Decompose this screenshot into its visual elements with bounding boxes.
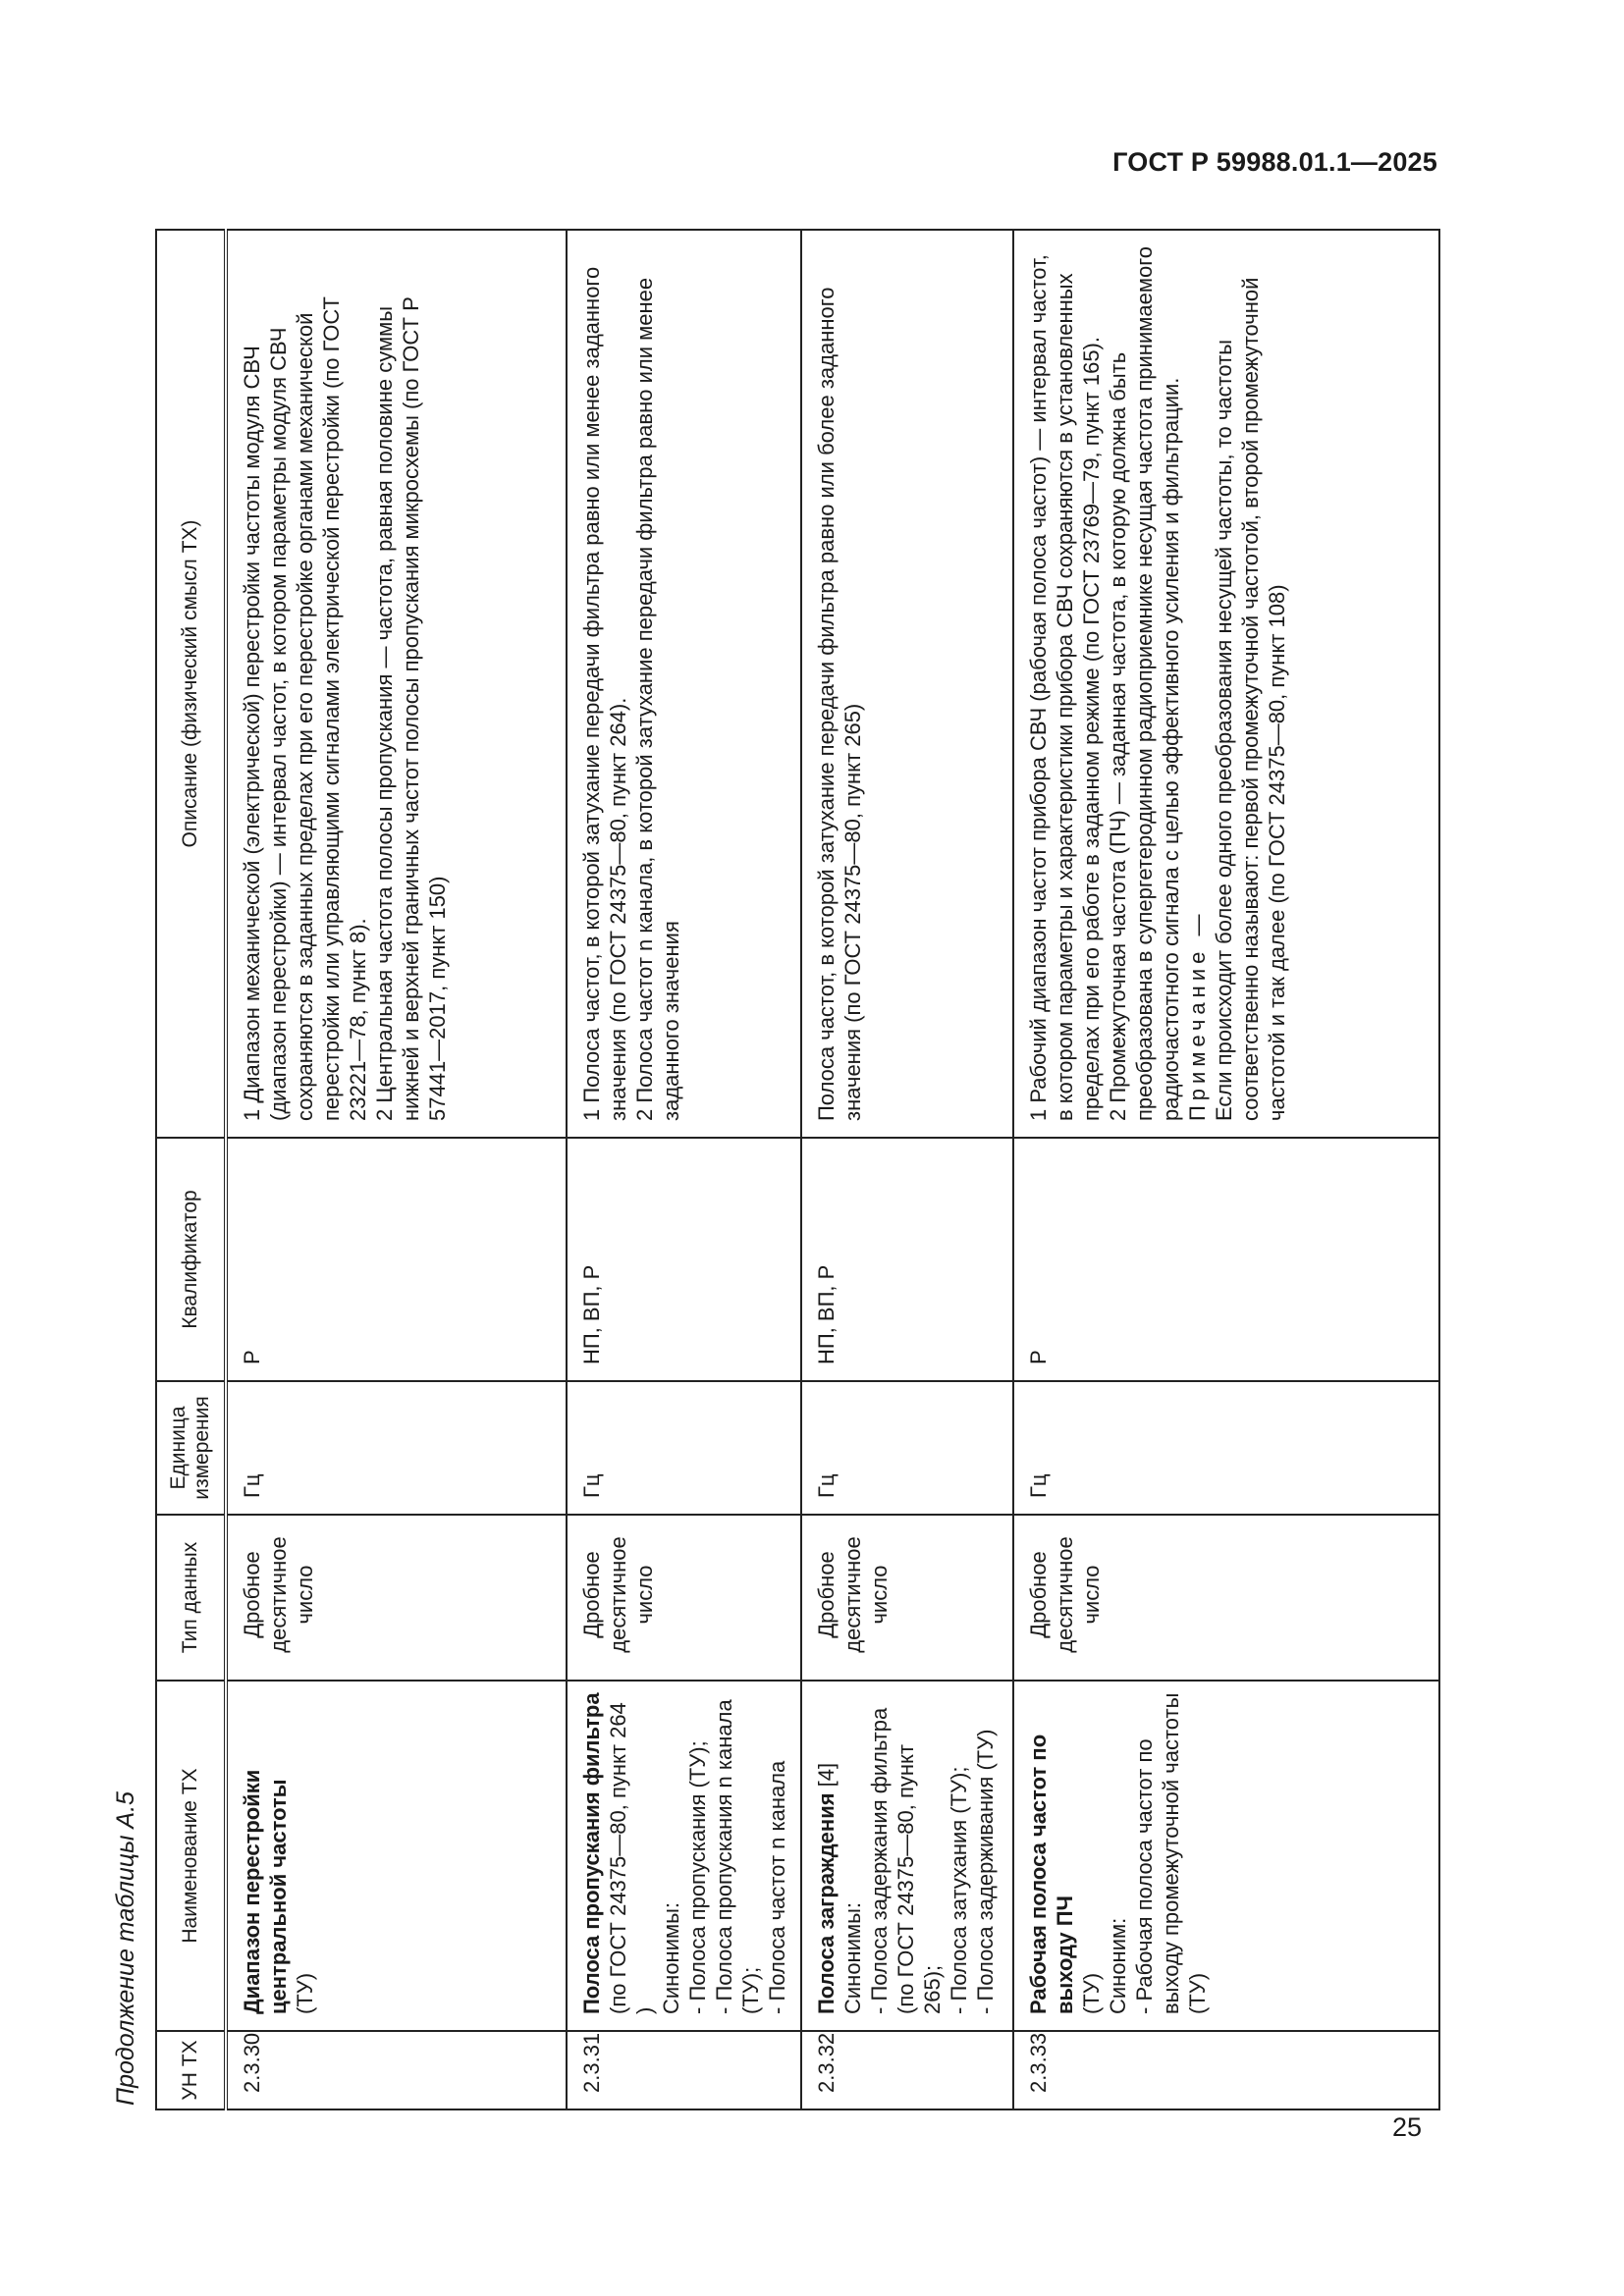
column-header-name: Наименование ТХ	[156, 1681, 226, 2031]
row-name-title: Полоса заграждения	[814, 1792, 839, 2014]
row-name-title: Полоса пропускания фильтра	[579, 1692, 604, 2014]
description-paragraph: Полоса частот, в которой затухание передачи фильтра равно или более заданного значения (по ГОСТ 24375—80, пункт 265)	[814, 287, 865, 1121]
row-name-line: - Полоса задерживания (ТУ)	[973, 1729, 998, 2014]
description-paragraph: 1 Полоса частот, в которой затухание передачи фильтра равно или менее заданного значения (по ГОСТ 24375—80, пункт 264).	[579, 266, 630, 1121]
row-description	[801, 230, 1013, 1138]
description-paragraph: 2 Полоса частот n канала, в которой затухание передачи фильтра равно или менее заданного значения	[632, 277, 683, 1121]
row-name-line: - Полоса пропускания (ТУ);	[685, 1740, 710, 2014]
characteristics-table	[155, 229, 1440, 2110]
row-data-type: Дробное десятичное число	[226, 1515, 567, 1681]
column-header-qualifier: Квалификатор	[156, 1138, 226, 1381]
row-name-line: - Полоса частот n канала	[765, 1760, 789, 2014]
row-qualifier: Р	[1013, 1138, 1439, 1381]
row-description	[567, 230, 801, 1138]
rotated-table-container	[108, 226, 1453, 2110]
row-name-line: - Полоса задержания фильтра (по ГОСТ 24375—80, пункт 265);	[867, 1707, 945, 2014]
row-unit: Гц	[801, 1381, 1013, 1515]
row-unit: Гц	[567, 1381, 801, 1515]
row-description	[1013, 230, 1439, 1138]
row-name-line: - Полоса пропускания n канала (ТУ);	[712, 1699, 763, 2014]
row-qualifier: Р	[226, 1138, 567, 1381]
description-paragraph: 2 Центральная частота полосы пропускания — частота, равная половине суммы нижней и верхней граничных частот полосы пропускания микросхемы (по ГОСТ Р 57441—2017, пункт 150)	[372, 296, 450, 1121]
row-qualifier: НП, ВП, Р	[801, 1138, 1013, 1381]
row-unit: Гц	[226, 1381, 567, 1515]
row-data-type: Дробное десятичное число	[801, 1515, 1013, 1681]
row-name-line: (ТУ)	[293, 1972, 317, 2014]
row-id: 2.3.32	[801, 2031, 1013, 2109]
table-row	[1013, 230, 1439, 2109]
note-label: Примечание —	[1185, 909, 1210, 1121]
row-name-line: (по ГОСТ 24375—80, пункт 264 )	[606, 1702, 657, 2014]
row-description	[226, 230, 567, 1138]
description-paragraph: 2 Промежуточная частота (ПЧ) — заданная частота, в которую должна быть преобразована в супергетеродинном радиоприемнике несущая частота принимаемого радиочастотного сигнала с целью эффективного усиления и фильтрации.	[1106, 246, 1183, 1121]
column-header-unit: Единица измерения	[156, 1381, 226, 1515]
row-name-title-wrap	[813, 1691, 839, 2014]
column-header-id: УН ТХ	[156, 2031, 226, 2109]
column-header-data-type: Тип данных	[156, 1515, 226, 1681]
row-name	[567, 1681, 801, 2031]
page-number: 25	[1392, 2112, 1423, 2142]
row-name-reference: [4]	[814, 1762, 839, 1793]
row-qualifier: НП, ВП, Р	[567, 1138, 801, 1381]
row-name-title: Диапазон перестройки центральной частоты	[240, 1769, 291, 2014]
row-name-line: - Рабочая полоса частот по выходу промежуточной частоты (ТУ)	[1132, 1692, 1210, 2014]
table-header-row	[156, 230, 226, 2109]
table-row	[801, 230, 1013, 2109]
row-name-title: Рабочая полоса частот по выходу ПЧ	[1026, 1734, 1077, 2014]
table-row	[567, 230, 801, 2109]
row-id: 2.3.30	[226, 2031, 567, 2109]
description-paragraph: 1 Рабочий диапазон частот прибора СВЧ (рабочая полоса частот) — интервал частот, в котором параметры и характеристики прибора СВЧ сохраняются в установленных пределах при его работе в заданном режиме (по ГОСТ 23769—79, пункт 165).	[1026, 254, 1104, 1121]
row-name-line: - Полоса затухания (ТУ);	[947, 1766, 971, 2014]
note-text: Если происходит более одного преобразования несущей частоты, то частоты соответственно называют: первой промежуточной частотой, второй промежуточной частотой и так далее (по ГОСТ 24375—80, пункт 108)	[1212, 277, 1289, 1121]
column-header-description: Описание (физический смысл ТХ)	[156, 230, 226, 1138]
row-name	[226, 1681, 567, 2031]
table-row	[226, 230, 567, 2109]
row-unit: Гц	[1013, 1381, 1439, 1515]
row-name-line: (ТУ)	[1079, 1972, 1104, 2014]
row-id: 2.3.31	[567, 2031, 801, 2109]
row-name	[1013, 1681, 1439, 2031]
row-data-type: Дробное десятичное число	[567, 1515, 801, 1681]
row-name-line: Синоним:	[1106, 1917, 1130, 2014]
row-data-type: Дробное десятичное число	[1013, 1515, 1439, 1681]
document-code: ГОСТ Р 59988.01.1—2025	[1112, 147, 1437, 177]
table-caption: Продолжение таблицы А.5	[112, 1791, 139, 2106]
description-paragraph: 1 Диапазон механической (электрической) перестройки частоты модуля СВЧ (диапазон перестройки) — интервал частот, в котором параметры модуля СВЧ сохраняются в заданных пределах при его перестройке органами механической перестройки или управляющими сигналами электрической перестройки (по ГОСТ 23221—78, пункт 8).	[240, 296, 370, 1121]
row-id: 2.3.33	[1013, 2031, 1439, 2109]
row-name	[801, 1681, 1013, 2031]
row-name-line: Синонимы:	[659, 1901, 683, 2014]
row-name-line: Синонимы:	[840, 1901, 865, 2014]
